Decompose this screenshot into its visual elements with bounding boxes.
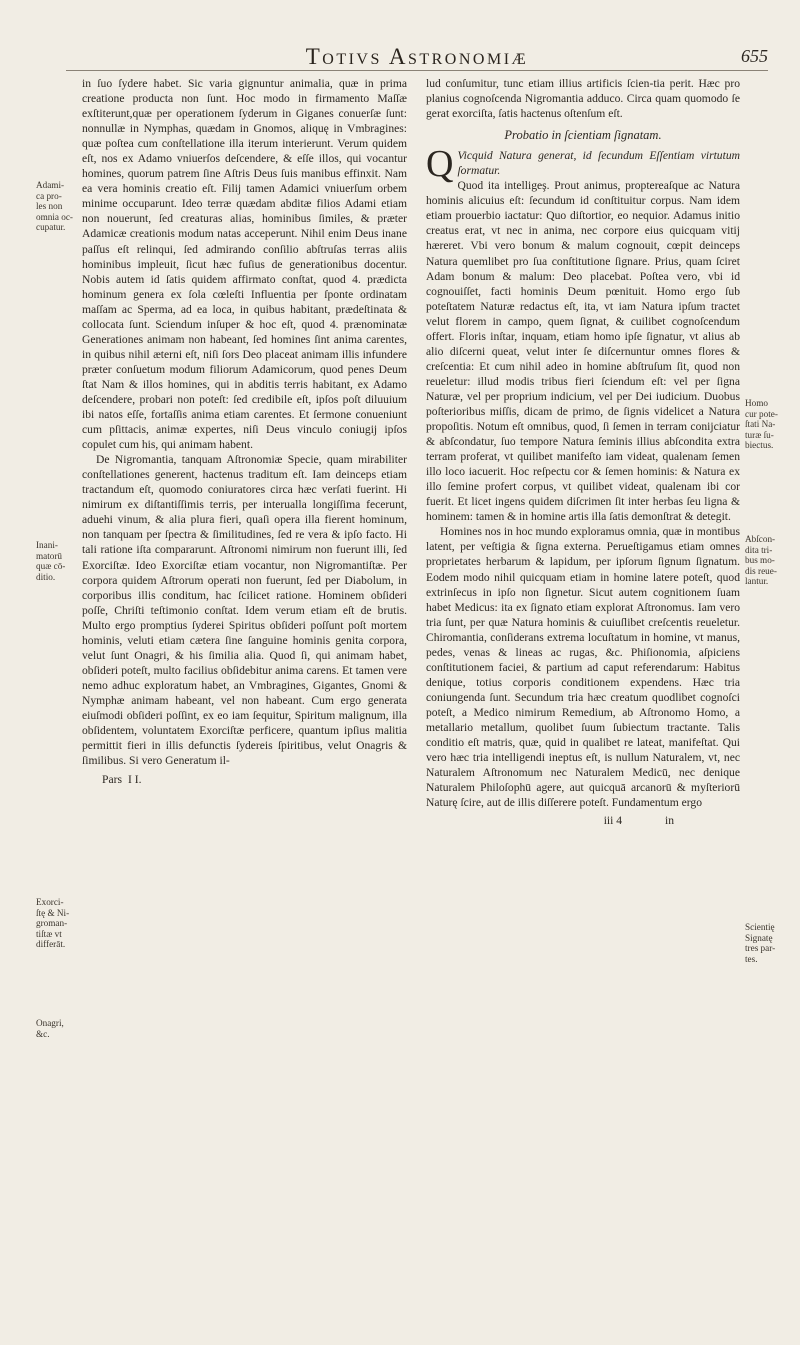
margin-note: Exorci- ſtę & Ni- groman- tiſtæ vt differāt.: [36, 897, 70, 950]
signature-mark: iii 4: [603, 814, 623, 828]
signature-line: [426, 813, 740, 828]
page-number: 655: [741, 46, 768, 66]
paragraph: Homines nos in hoc mundo exploramus omnia, quæ in montibus latent, per veſtigia & ſigna externa. Perueſtigamus etiam omnes proprietates herbarum & lapidum, per ipſorum ſignum ſignatum. Eodem modo nihil quicquam etiam in homine latere poteſt, quod extrinſecus in ipſo non ſignetur. Sicut autem cognitionem ſuam habet Medicus: ita ex ſignato etiam explorat Aſtronomus. Iam vero tria ſunt, per quæ Natura hominis & cuiuſlibet creſcentis reueletur. Chiromantia, conſiderans extrema locuſtatum in homine, vt manus, pedes, venas & lineas ac rugas, &c. Phiſionomia, aſpiciens conſtitutionem faciei, & partium ad caput referendarum: Habitus denique, totius corporis conditionem expendens. Hæc tria coniungenda ſunt. Secundum tria hæc creatum quodlibet cognoſci poteſt, a Medico nimirum Remedium, ab Aſtronomo Homo, a metallario metallum, quolibet ſuum ſubiectum tractante. Talis conditio eſt matris, quæ, quid in qualibet re lateat, manifeſtat. Qui vero hæc tria intelligendi ineptus eſt, is nullum Naturalem, vt, nec Naturalem Aſtronomum nec Naturalem Medicū, nec denique Naturalem Philoſophū agere, aut quicquā arcanorū & myſteriorū Naturę ſcire, aut de illis diſſerere poteſt. Fundamentum ergo: [426, 525, 740, 810]
margin-note: Adami- ca pro- les non omnia oc- cupatur.: [36, 180, 73, 233]
margin-note: Scientię Signatę tres par- tes.: [745, 922, 776, 964]
drop-capital: Q: [426, 143, 454, 186]
margin-note: Inani- matorū quæ cō- ditio.: [36, 540, 66, 582]
running-title: Totivs Astronomiæ: [305, 44, 529, 69]
catchword: in: [664, 814, 674, 828]
running-header: [66, 44, 768, 71]
part-number: I I.: [127, 773, 142, 787]
right-text-column: [426, 76, 740, 828]
section-heading: Probatio in ſcientiam ſignatam.: [504, 128, 662, 143]
lead-sentence: Vicquid Natura generat, id ſecundum Eſſentiam virtutum ſormatur.: [457, 149, 740, 178]
margin-note: Onagri, &c.: [36, 1018, 64, 1039]
left-text-column: [82, 76, 407, 787]
paragraph: in ſuo ſydere habet. Sic varia gignuntur animalia, quæ in prima creatione producta non ſunt. Hoc modo in firmamento Maſſæ exſtiterunt,quæ per operationem ſyderum in Giganes conuerſæ ſunt: nonnullæ in Nymphas, quædam in Gnomos, aliquę in Vmbragines: quæ poſtea cum conſtellatione illa iterum interierunt. Verum quidem eſt, nos ex Adamo vniuerſos deſcendere, & eſſe illos, qui vocantur homines, quorum patrem ſine Aſtris Deus ſuis manibus effinxit. Nam ea vera hominis creatio eſt. Filij tamen Adamici vniuerſum orbem minime occuparunt. Ideo terræ quædam abditæ filios Adami etiam non nouerunt, ſed creaturas alias, hominibus ſimiles, & præter Adamicæ creationis modum natas acceperunt. Nihil enim Deus inane paſſus eſt relinqui, ſed admirando conſilio abſtruſas terras aliis hominibus impleuit, ſicut hæc fuſius de generationibus docentur. Nobis autem id ſatis quidem affirmato conſtat, quod 4. prædicta hominum genera ex ſola cœleſti Influentia per ſponte ordinatam maſſam ac Sperma, ad ea loca, in quibus habitant, prædeſtinata & collocata ſunt. Sciendum inſuper & hoc eſt, quod 4. prænominatæ Generationes animam non habeant, ſed homines ſint anima carentes, in quibus nihil æterni eſt, niſi ſors Deo placeat animam illis infundere præter conſuetum modum filiorum Adamicorum, quod penes Deum ſtat Nam & illos homines, qui in abditis terris habitant, ex Adamo deſcendere, probari non poteſt: ſed credibile eſt, ipſos poſt diluuium ibi natos eſſe, fortaſſis anima etiam carentes. Et ſermone conueniunt cum pſittacis, animæ expertes, niſi Deus vinculo coniugij ipſos copulet cum his, qui animam habent.: [82, 77, 407, 452]
part-label: Pars: [102, 773, 122, 787]
paragraph: De Nigromantia, tanquam Aſtronomiæ Specie, quam mirabiliter conſtellationes generent, hactenus traditum eſt. Iam deinceps etiam tractandum eſt, quomodo coniuratores circa hæc verſati fuerint. Hi nimirum ex diſtantiſſimis terris, per interualla longiſſima fecerunt, aduehi vinum, & alia plura fieri, quaſi opera illa fierent hominum, non tanquam per ſpectra & ſimilitudines, ſed re vera & ipſo facto. Hi tali ratione iſta compararunt. Aſtronomi nimirum non fuerunt illi, ſed Exorciſtæ. Ideo Exorciſtæ etiam vocantur, non Nigromantiſtæ. Per corpora quidem Aſtrorum operati non fuerunt, ſed per Diabolum, in corporibus illis conditum, hac ſcilicet ratione. Hominem obſideri poſſe, Chriſti teſtimonio conſtat. Idem verum etiam eſt de brutis. Multo ergo promptius ſyderei Spiritus obſideri poſſunt poſt mortem hominis, veluti etiam cætera ſine ſanguine hominis genita corpora, velut ſunt Onagri, & his ſimilia alia. Quod ſi, qui animam habet, obſideri poteſt, multo facilius obſidebitur anima carens. Et tamen vere nemo adhuc exploratum habet, an Vmbragines, Gigantes, Gnomi & Nymphæ animam habeant, vel non habeant. Cum ergo generata eiuſmodi obſideri poſſint, ex eo iam ſequitur, Spiritum malignum, illa obſidentem, voluntatem Exorciſtæ perficere, quantum ipſius malitia permittit fieri in illis defunctis ſydereis ſpiritibus, velut Onagris & ſimilibus. Si vero Generatum il-: [82, 453, 407, 768]
paragraph: Quod ita intelligeş. Prout animus, proptereaſque ac Natura hominis alicuius eſt: ſecundum id conſtituitur corpus. Nam idem etiam prouerbio iactatur: Quo diſtortior, eo nequior. Adamus initio creatus erat, vt nec in anima, nec corpore eius quicquam vitij hæreret. Vbi vero bonum & malum cognouit, cœpit deinceps Natura quemlibet pro ſua conſtitutione ſignare. Prius, quam ſciret Adam bonum & malum: Deo placebat. Poſtea vero, vbi id cognouiſſet, facti hominis Deum pœnituit. Homo ergo ſub poteſtatem Naturæ redactus eſt, ita, vt iam Natura ipſum tractet velut florem in campo, quem ſignat, & cuilibet cognoſcendum offert. Floris inſtar, inquam, etiam homo ipſe ſignatur, vt alius ab alio diſcerni queat, velut inter ſe diſcernuntur omnes flores & creſcentia: Et cum nihil adeo in homine abſtruſum ſit, quod non reueletur: illud modis tribus fieri ſciendum eſt: vel per ſigna Naturæ, vel per proprium indicium, vel per Dei iudicium. Duobus poſterioribus miſſis, dicam de primo, de ſignis videlicet a Natura propoſitis. Notum eſt omnibus, quod, ſi ſemen in terram conijciatur & abſcondatur, ſuo tempore Natura ſeminis illius abſcondita extra terram proferat, vt quilibet manifeſto iam videat, qualenam ſemen illo loco iacuerit. Hoc reſpectu cor & ſemen hominis: & Natura ex illo ſemine profert corpus, vt quilibet videat, qualenam ibi cor fuerit. Et licet ingens quidem diſcrimen ſit inter herbas ſeu ligna & hominem: tamen & in homine artis illa ſatis demonſtrat & detegit.: [426, 179, 740, 524]
paragraph: lud conſumitur, tunc etiam illius artificis ſcien-tia perit. Hæc pro planius cognoſcenda Nigromantia adduco. Circa quam quomodo ſe gerat exorciſta, ſatis hactenus oſtenſum eſt.: [426, 77, 740, 121]
margin-note: Homo cur pote- ſtati Na- turæ ſu- biectus.: [745, 398, 778, 451]
margin-note: Abſcon- dita tri- bus mo- dis reue- lantur.: [745, 534, 777, 587]
paragraph: [426, 143, 740, 186]
